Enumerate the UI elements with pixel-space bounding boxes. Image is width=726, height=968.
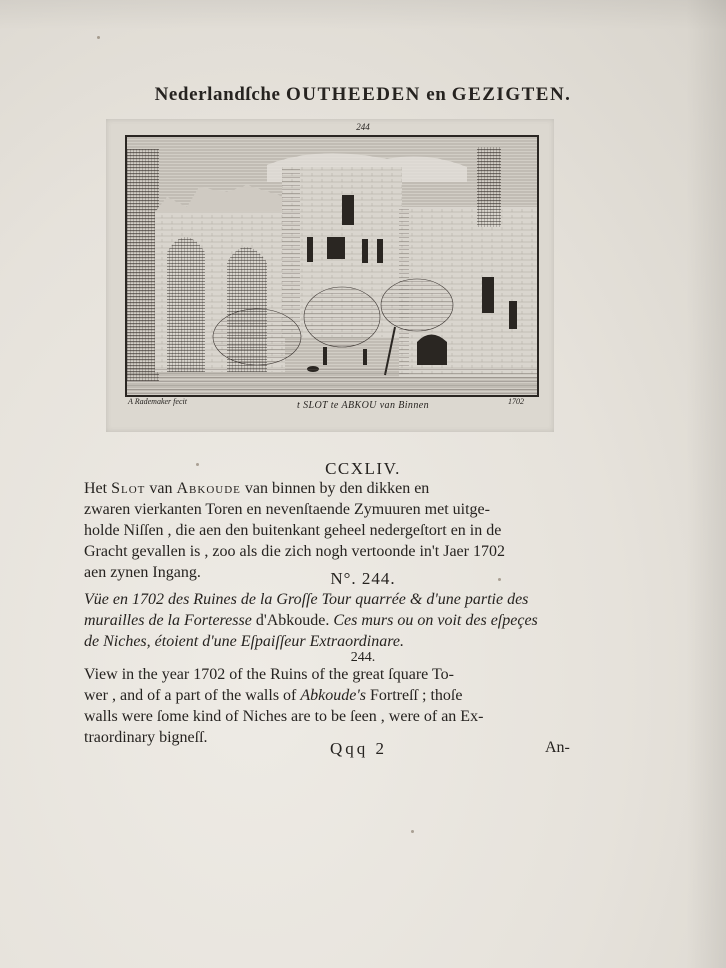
engraving-window-5 [377, 239, 383, 263]
english-paragraph [84, 664, 576, 748]
engraving-drawing [127, 137, 537, 395]
french-line-1: Vüe en 1702 des Ruines de la Groſſe Tour quarrée & d'une partie des [84, 591, 529, 608]
dutch-line-1 [84, 478, 576, 499]
engraving-window-6 [482, 277, 494, 313]
engraving-tree-1 [304, 287, 380, 347]
paper-speck [498, 578, 501, 581]
engraving-arch-1 [167, 237, 205, 372]
running-title-prefix: Nederlandſche [154, 84, 281, 105]
engraving-caption: t SLOT te ABKOU van Binnen [297, 400, 429, 411]
dutch-text: van [145, 480, 177, 497]
english-text: wer , and of a part of the walls of [84, 687, 301, 704]
english-heading: 244. [350, 650, 376, 665]
engraving-bushes [213, 309, 301, 365]
dutch-abkoude: Abkoude [176, 480, 241, 497]
section-heading-roman: CCXLIV. [325, 459, 401, 478]
running-title-mid: en [426, 84, 447, 105]
english-line-4: traordinary bigneſſ. [84, 729, 208, 746]
engraving-ground [127, 369, 537, 395]
signature-mark: Qqq 2 [330, 739, 388, 758]
running-title [0, 84, 726, 106]
engraving-window-1 [342, 195, 354, 225]
french-text: Ces murs ou on voit des eſpeçes [329, 612, 538, 629]
french-text: murailles de la Forteresse [84, 612, 256, 629]
engraving-window-3 [327, 237, 345, 259]
dutch-slot: Slot [111, 480, 146, 497]
engraving-artist: A Rademaker fecit [128, 397, 187, 406]
french-line-2 [84, 610, 580, 631]
dutch-line-4: Gracht gevallen is , zoo als die zich nogh vertoonde in't Jaer 1702 [84, 543, 505, 560]
dutch-line-2: zwaren vierkanten Toren en nevenſtaende Zymuuren met uitge- [84, 501, 490, 518]
english-line-2 [84, 685, 576, 706]
engraving-figure-2 [363, 349, 367, 365]
catchword: An- [545, 739, 570, 756]
engraving-window-2 [307, 237, 313, 262]
engraving-year: 1702 [508, 397, 524, 406]
running-title-caps: OUTHEEDEN [285, 84, 421, 105]
plate-number: 244 [356, 122, 370, 132]
engraving-figure-1 [323, 347, 327, 365]
dutch-text: van binnen by den dikken en [240, 480, 430, 497]
dutch-line-5: aen zynen Ingang. [84, 564, 201, 581]
french-paragraph [84, 589, 580, 652]
engraving-left-tower [127, 149, 159, 381]
english-abkoude: Abkoude's [300, 687, 366, 704]
page-edge-shadow [686, 0, 726, 968]
paper-speck [97, 36, 100, 39]
english-text: Fortreſſ ; thoſe [366, 687, 463, 704]
french-heading: N°. 244. [330, 569, 396, 588]
english-line-1: View in the year 1702 of the Ruins of the great ſquare To- [84, 666, 454, 683]
page-top-shadow [0, 0, 726, 30]
engraving-castle-ruins [125, 135, 539, 397]
dutch-paragraph [84, 478, 576, 583]
engraving-window-4 [362, 239, 368, 263]
running-title-end: GEZIGTEN. [451, 84, 572, 105]
french-abkoude: d'Abkoude. [255, 612, 330, 629]
french-line-3: de Niches, étoient d'une Eſpaiſſeur Extraordinare. [84, 633, 404, 650]
dutch-line-3: holde Niſſen , die aen den buitenkant geheel nedergeſtort en in de [84, 522, 502, 539]
dutch-text: Het [84, 480, 112, 497]
paper-speck [411, 830, 414, 833]
paper-speck [196, 463, 199, 466]
english-line-3: walls were ſome kind of Niches are to be ſeen , were of an Ex- [84, 708, 484, 725]
engraving-building-shade [282, 167, 300, 337]
engraving-window-7 [509, 301, 517, 329]
engraving-doorway [417, 335, 447, 366]
engraving-ruined-spire [477, 147, 501, 227]
engraving-tree-2 [381, 279, 453, 331]
